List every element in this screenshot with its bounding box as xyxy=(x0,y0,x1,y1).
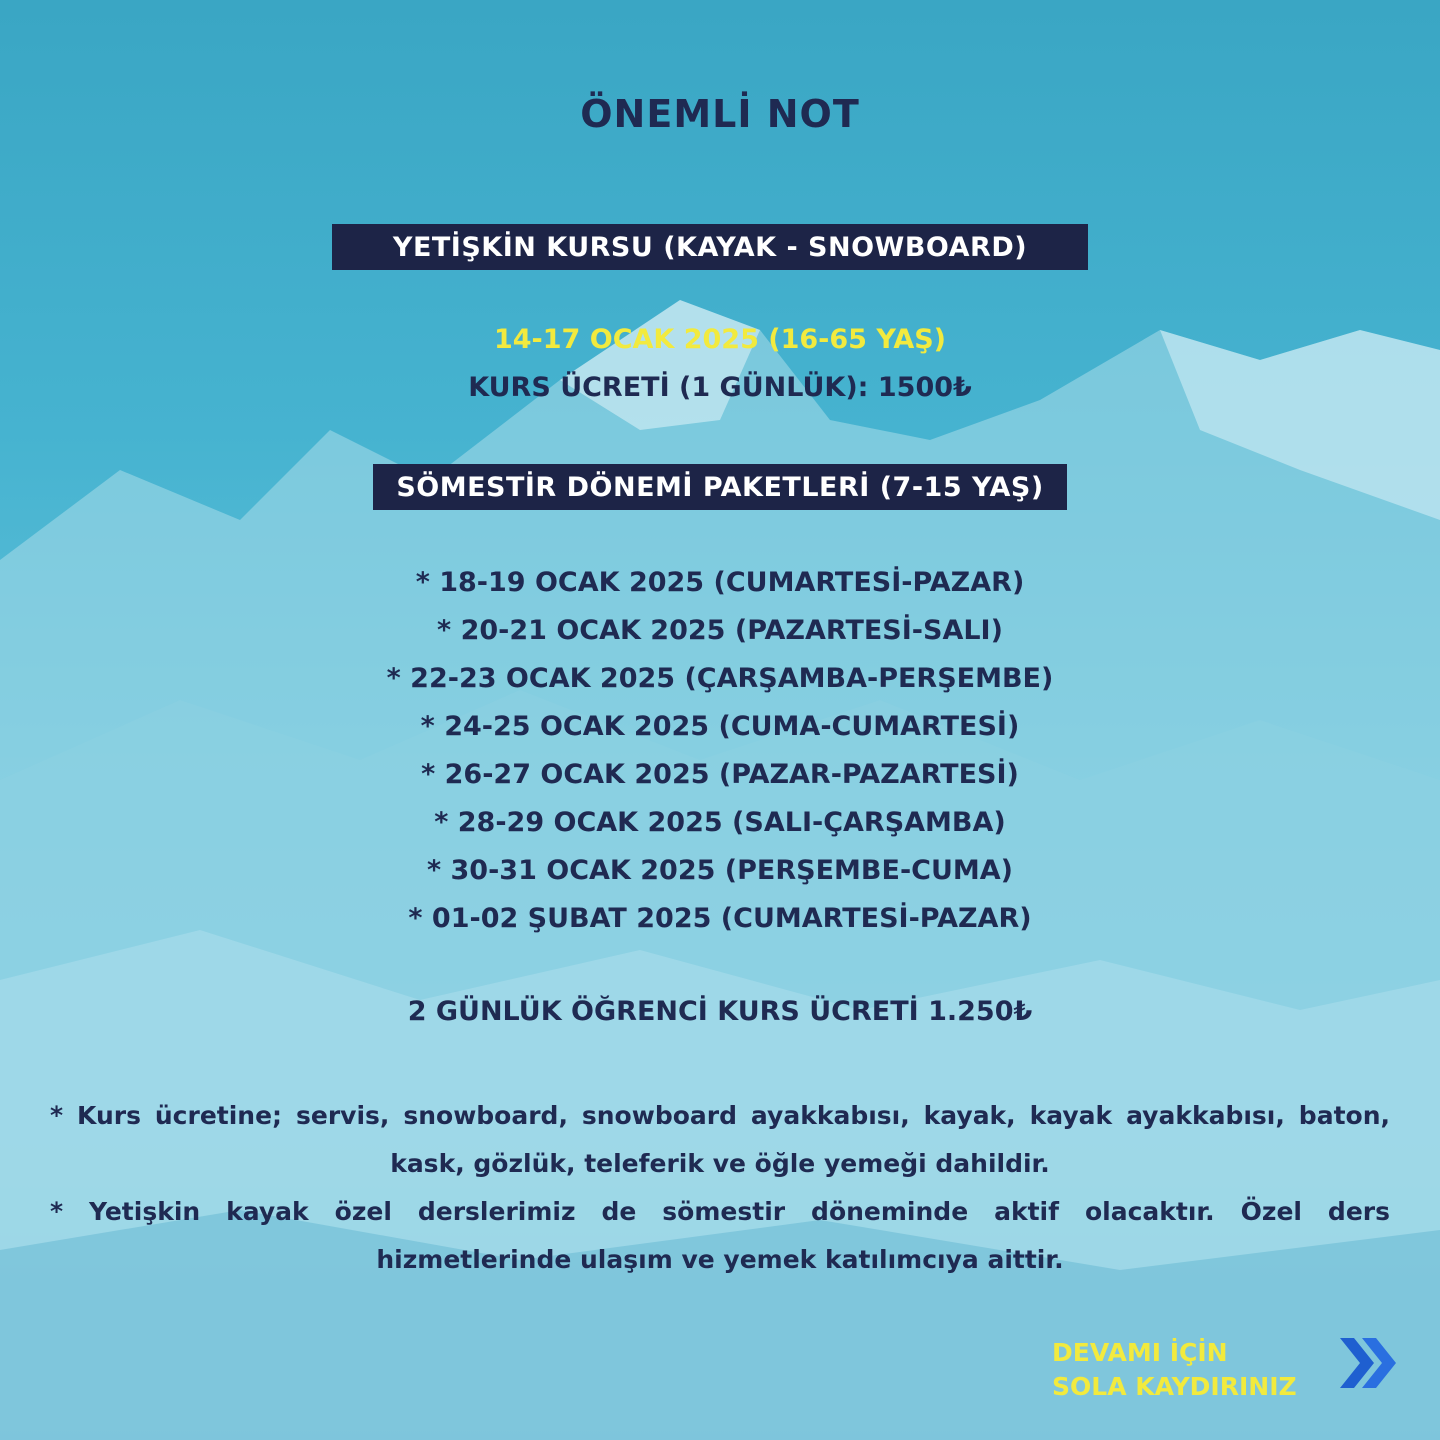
adult-course-banner: YETİŞKİN KURSU (KAYAK - SNOWBOARD) xyxy=(332,224,1088,270)
swipe-hint-line1: DEVAMI İÇİN xyxy=(1052,1338,1228,1367)
list-item: * 30-31 OCAK 2025 (PERŞEMBE-CUMA) xyxy=(427,855,1013,886)
list-item: * 28-29 OCAK 2025 (SALI-ÇARŞAMBA) xyxy=(434,807,1006,838)
adult-course-fee: KURS ÜCRETİ (1 GÜNLÜK): 1500₺ xyxy=(468,372,972,403)
student-course-fee: 2 GÜNLÜK ÖĞRENCİ KURS ÜCRETİ 1.250₺ xyxy=(407,996,1033,1027)
list-item: * 24-25 OCAK 2025 (CUMA-CUMARTESİ) xyxy=(420,711,1020,742)
list-item: * 22-23 OCAK 2025 (ÇARŞAMBA-PERŞEMBE) xyxy=(386,663,1054,694)
list-item: * 01-02 ŞUBAT 2025 (CUMARTESİ-PAZAR) xyxy=(408,903,1032,934)
package-list xyxy=(0,563,1440,947)
notes-section xyxy=(50,1092,1390,1284)
adult-course-dates: 14-17 OCAK 2025 (16-65 YAŞ) xyxy=(493,324,947,355)
note-included-items: * Kurs ücretine; servis, snowboard, snowboard ayakkabısı, kayak, kayak ayakkabısı, baton, kask, gözlük, teleferik ve öğle yemeği dahildir. xyxy=(50,1101,1390,1178)
swipe-hint-line2: SOLA KAYDIRINIZ xyxy=(1052,1372,1297,1401)
semester-packages-banner: SÖMESTİR DÖNEMİ PAKETLERİ (7-15 YAŞ) xyxy=(373,464,1067,510)
list-item: * 26-27 OCAK 2025 (PAZAR-PAZARTESİ) xyxy=(421,759,1019,790)
double-chevron-right-icon[interactable] xyxy=(1338,1334,1400,1392)
note-private-lessons: * Yetişkin kayak özel derslerimiz de sömestir döneminde aktif olacaktır. Özel ders hizmetlerinde ulaşım ve yemek katılımcıya aittir. xyxy=(50,1197,1390,1274)
list-item: * 20-21 OCAK 2025 (PAZARTESİ-SALI) xyxy=(437,615,1003,646)
list-item: * 18-19 OCAK 2025 (CUMARTESİ-PAZAR) xyxy=(415,567,1025,598)
page-title: ÖNEMLİ NOT xyxy=(580,92,860,136)
swipe-hint xyxy=(1052,1336,1352,1404)
